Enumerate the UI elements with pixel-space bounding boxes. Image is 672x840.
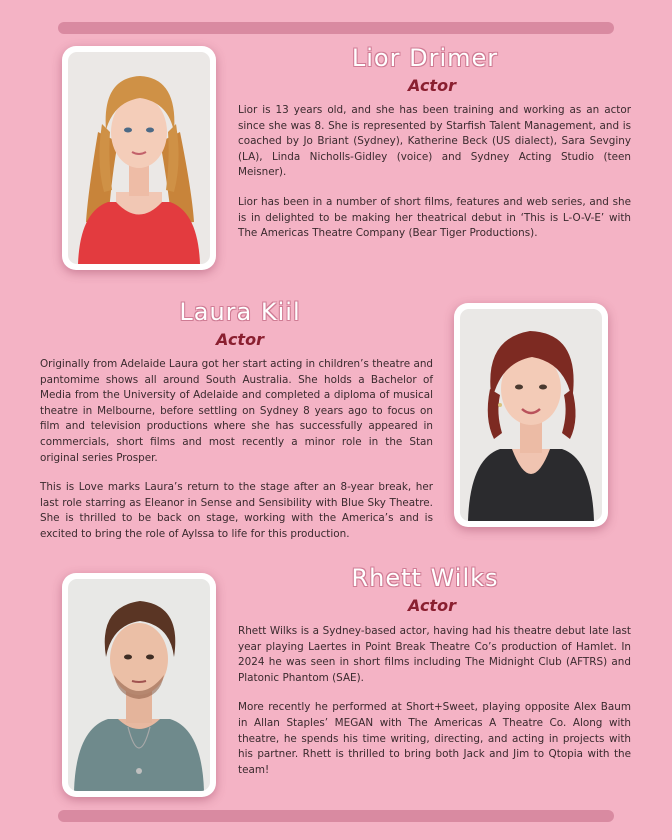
member-role-rhett: Actor [408,596,456,615]
member-bio-rhett [238,624,631,778]
portrait-illustration [68,52,210,264]
portrait-illustration [68,579,210,791]
bio-paragraph: More recently he performed at Short+Sweet, playing opposite Alex Baum in Allan Staples’ MEGAN with The Americas A Theatre Co. Along with theatre, he spends his time writing, directing, and acting in projects with his partner. Rhett is thrilled to bring both Jack and Jim to Qtopia with the team! [238,701,631,776]
bio-paragraph: Rhett Wilks is a Sydney-based actor, having had his theatre debut late last year playing Laertes in Point Break Theatre Co’s production of Hamlet. In 2024 he was seen in short films including The Midnight Club (AFTRS) and Platonic Phantom (SAE). [238,625,631,684]
portrait-illustration [460,309,602,521]
member-name-lior: Lior Drimer [351,44,499,72]
headshot-lior-drimer [62,46,216,270]
headshot-rhett-wilks [62,573,216,797]
bio-paragraph: Lior has been in a number of short films, features and web series, and she is in delighted to be making her theatrical debut in ‘This is L-O-V-E’ with The Americas Theatre Company (Bear Tiger Productions). [238,195,631,240]
bio-paragraph: Originally from Adelaide Laura got her start acting in children’s theatre and pantomime shows all around South Australia. She holds a Bachelor of Media from the University of Adelaide and completed a diploma of musical theatre in Melbourne, before settling on Sydney 8 years ago to focus on film and television productions where she has successfully appeared in commercials, short films and most recently a minor role in the Stan original series Prosper. [40,358,433,464]
headshot-laura-kiil [454,303,608,527]
member-role-laura: Actor [216,330,264,349]
member-bio-lior [238,103,631,242]
bio-paragraph: This is Love marks Laura’s return to the stage after an 8-year break, her last role starring as Eleanor in Sense and Sensibility with Blue Sky Theatre. She is thrilled to be back on stage, working with the America’s and is excited to bring the role of Aylssa to life for this production. [40,481,433,540]
bottom-divider-bar [58,810,614,822]
member-bio-laura [40,357,433,543]
member-name-laura: Laura Kiil [179,298,301,326]
bio-paragraph: Lior is 13 years old, and she has been training and working as an actor since she was 8. She is represented by Starfish Talent Management, and is coached by Jo Briant (Sydney), Katherine Beck (US dialect), Sara Sevginy (LA), Linda Nicholls-Gidley (voice) and Sydney Acting Studio (teen Meisner). [238,104,631,179]
member-role-lior: Actor [408,76,456,95]
top-divider-bar [58,22,614,34]
member-name-rhett: Rhett Wilks [351,564,499,592]
